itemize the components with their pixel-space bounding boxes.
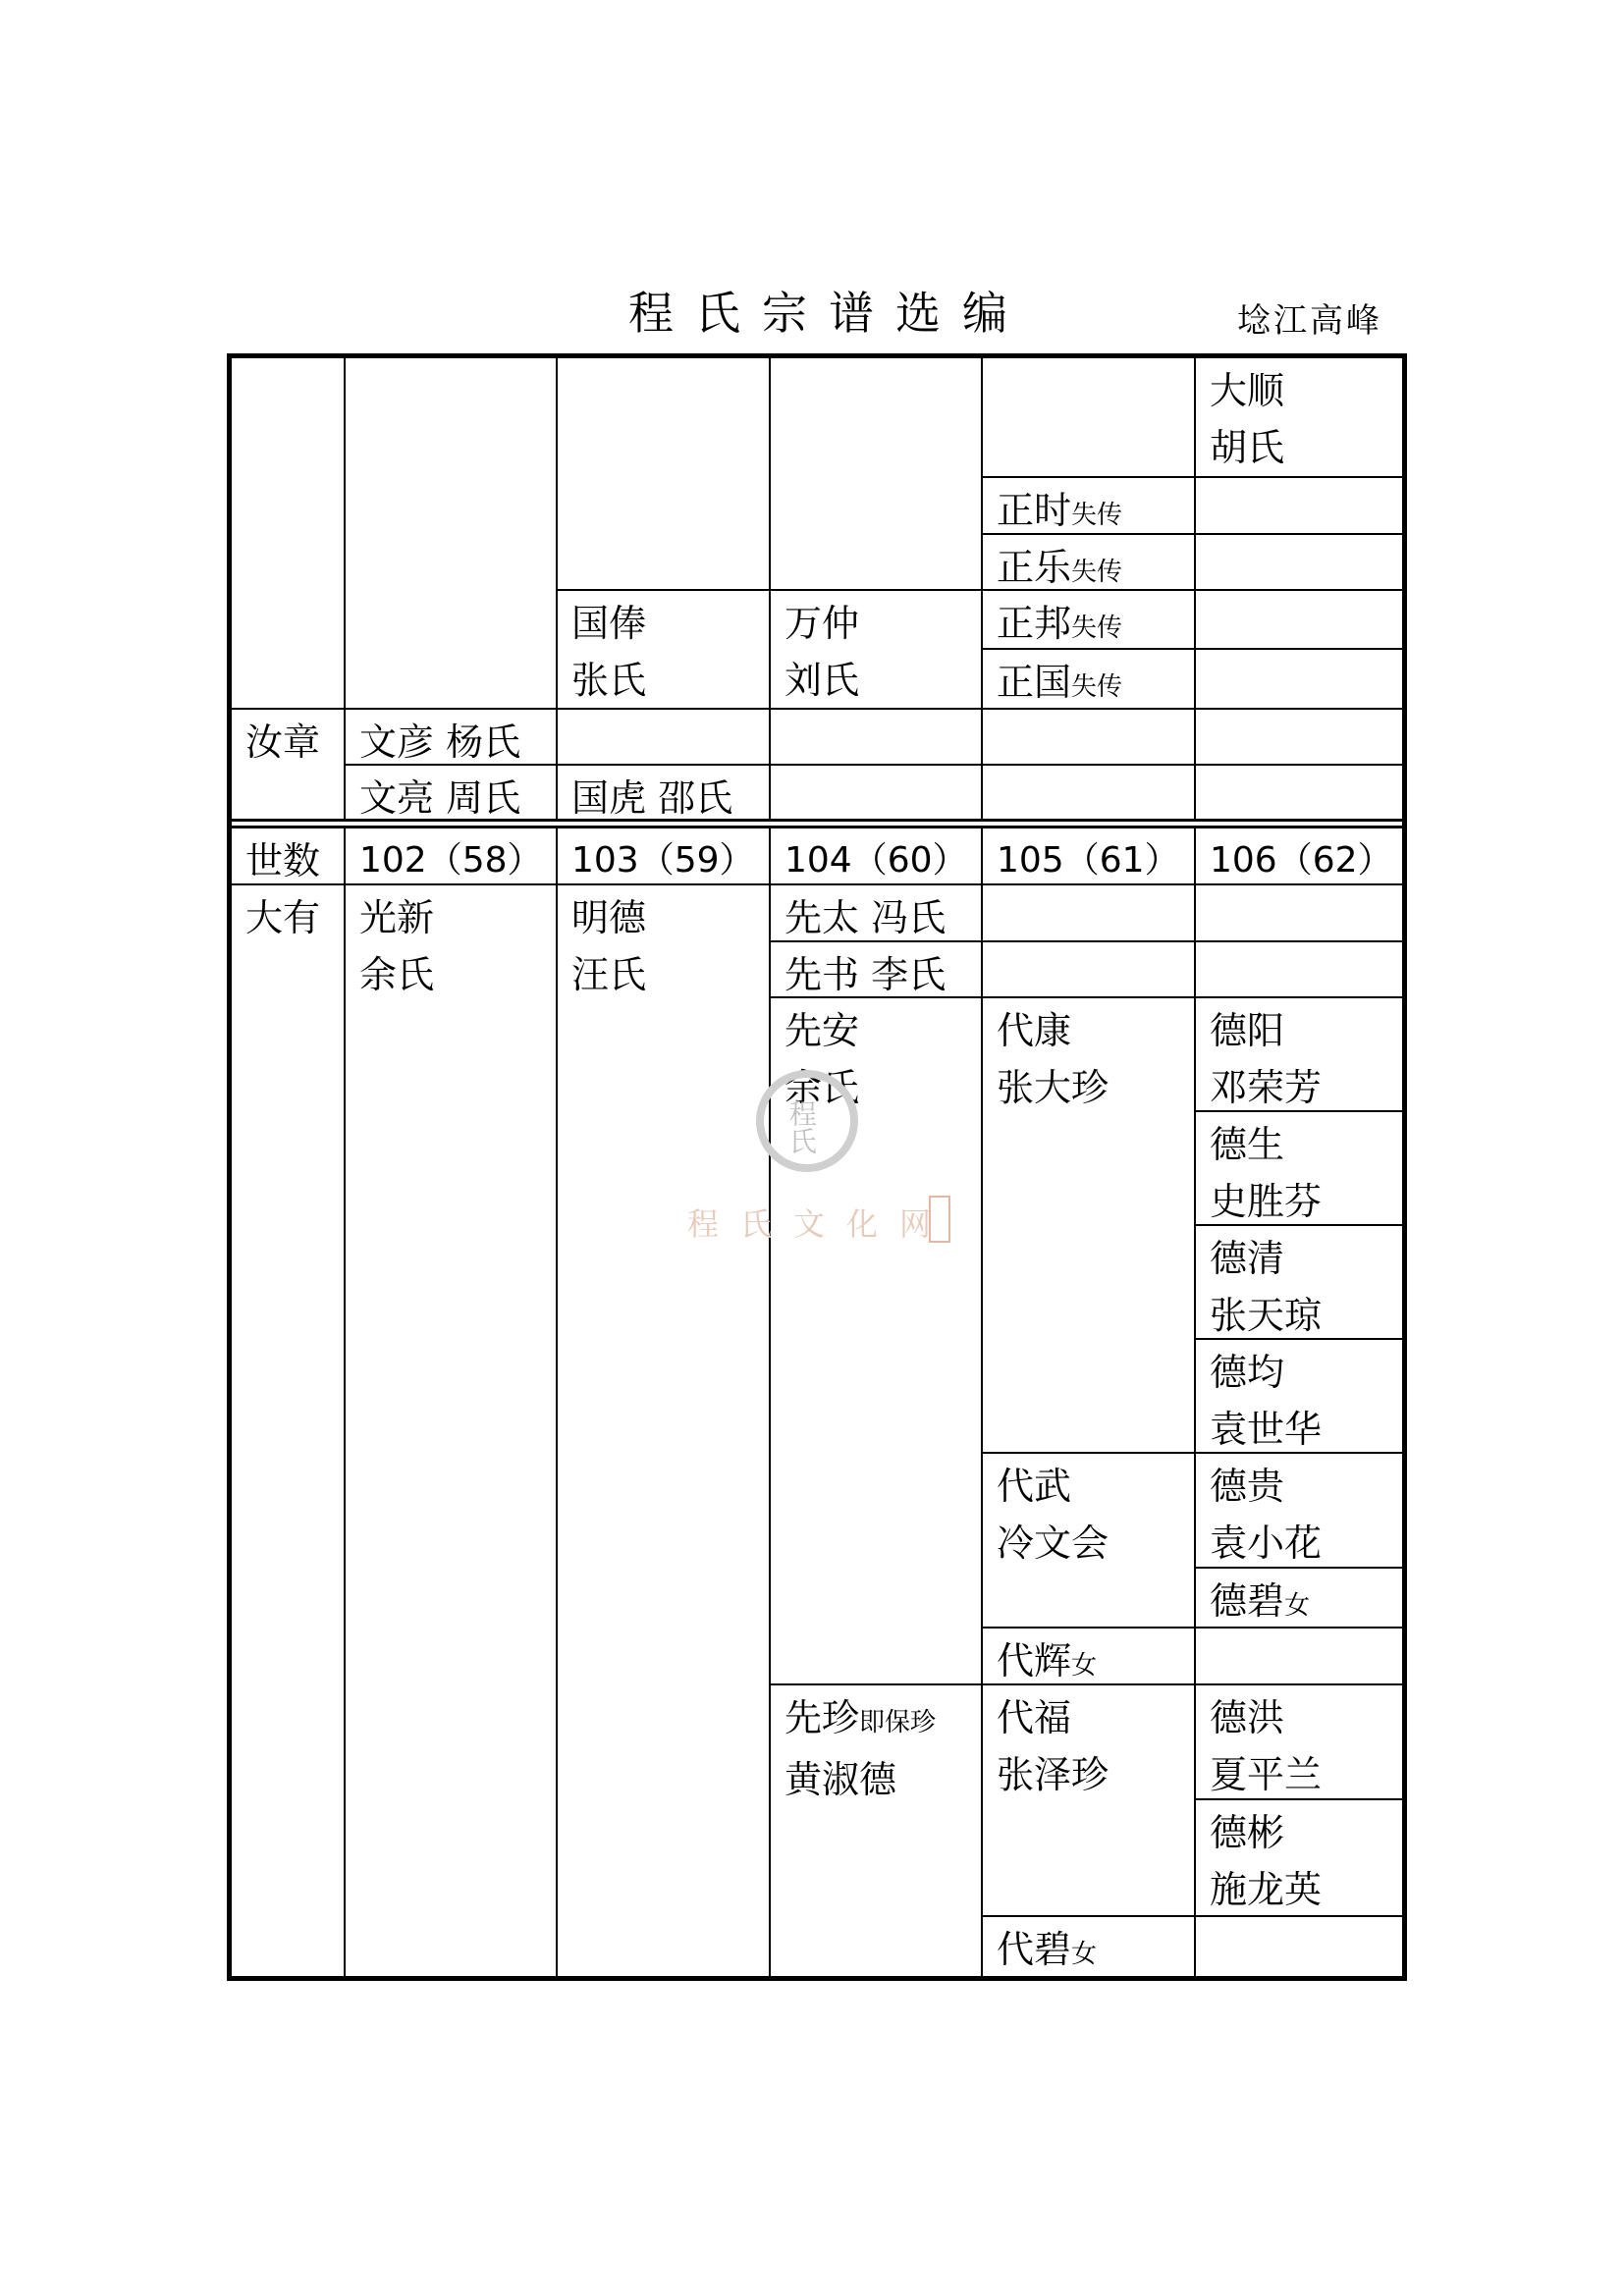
person-daikang bbox=[983, 998, 1196, 1454]
empty-cell bbox=[346, 358, 558, 710]
generation-label-text: 世数 bbox=[245, 839, 321, 882]
watermark-text: 程氏文化网 bbox=[687, 1205, 953, 1243]
person-name: 先珍 bbox=[784, 1696, 860, 1739]
person-guofeng bbox=[558, 591, 771, 710]
person-name: 代碧 bbox=[997, 1928, 1072, 1971]
empty-cell bbox=[771, 358, 983, 591]
person-name: 国俸 bbox=[571, 602, 647, 645]
watermark-stamp-text: 程氏 bbox=[784, 1099, 818, 1154]
person-desheng bbox=[1196, 1112, 1402, 1226]
person-guangxin bbox=[346, 885, 558, 1976]
person-deyang bbox=[1196, 998, 1402, 1112]
note-female: 女 bbox=[1071, 1940, 1098, 1969]
empty-cell bbox=[983, 358, 1196, 478]
person-dayou bbox=[232, 885, 346, 1976]
spouse-name: 施龙英 bbox=[1210, 1868, 1323, 1911]
person-name: 代福 bbox=[997, 1696, 1072, 1739]
empty-cell bbox=[1196, 591, 1402, 650]
empty-cell bbox=[1196, 710, 1402, 766]
person-daifu bbox=[983, 1685, 1196, 1917]
person-debin bbox=[1196, 1800, 1402, 1917]
person-name: 德清 bbox=[1210, 1237, 1285, 1280]
person-name: 先安 bbox=[784, 1009, 860, 1052]
alias-note: 即保珍 bbox=[859, 1708, 937, 1737]
person-guohu bbox=[558, 766, 771, 819]
empty-cell bbox=[983, 710, 1196, 766]
spouse-name: 刘氏 bbox=[784, 659, 860, 702]
person-deqing bbox=[1196, 1226, 1402, 1340]
spouse-name: 夏平兰 bbox=[1210, 1753, 1323, 1796]
spouse-name: 张天琼 bbox=[1210, 1294, 1323, 1337]
empty-cell bbox=[558, 710, 771, 766]
spouse-name: 张大珍 bbox=[997, 1066, 1109, 1109]
person-dehong bbox=[1196, 1685, 1402, 1800]
spouse-name: 黄淑德 bbox=[784, 1758, 897, 1801]
note-lost: 失传 bbox=[1071, 501, 1123, 530]
empty-cell bbox=[1196, 1629, 1402, 1685]
person-name: 德均 bbox=[1210, 1351, 1285, 1394]
person-dashun bbox=[1196, 358, 1402, 478]
empty-cell bbox=[1196, 766, 1402, 819]
person-name: 万仲 bbox=[784, 602, 860, 645]
spouse-name: 余氏 bbox=[784, 1066, 860, 1109]
spouse-name: 张氏 bbox=[571, 659, 647, 702]
person-name: 德阳 bbox=[1210, 1009, 1285, 1052]
person-zhengguo bbox=[983, 650, 1196, 710]
person-zhengbang bbox=[983, 591, 1196, 650]
empty-cell bbox=[232, 358, 346, 710]
person-name: 正时 bbox=[997, 489, 1072, 532]
spouse-name: 余氏 bbox=[359, 953, 435, 996]
person-name: 国虎 邵氏 bbox=[571, 776, 733, 819]
person-name: 德彬 bbox=[1210, 1811, 1285, 1854]
person-name: 德洪 bbox=[1210, 1696, 1285, 1739]
note-female: 女 bbox=[1071, 1651, 1098, 1681]
empty-cell bbox=[1196, 650, 1402, 710]
generation-number: 106（62） bbox=[1210, 840, 1393, 881]
person-daiwu bbox=[983, 1454, 1196, 1629]
spouse-name: 袁小花 bbox=[1210, 1522, 1323, 1565]
person-zhengshi bbox=[983, 478, 1196, 535]
spouse-name: 汪氏 bbox=[571, 953, 647, 996]
note-lost: 失传 bbox=[1071, 614, 1123, 643]
person-name: 正乐 bbox=[997, 546, 1072, 589]
empty-cell bbox=[1196, 942, 1402, 998]
generation-104 bbox=[771, 828, 983, 885]
empty-cell bbox=[771, 710, 983, 766]
section-divider bbox=[232, 819, 1402, 828]
person-name: 代康 bbox=[997, 1009, 1072, 1052]
person-mingde bbox=[558, 885, 771, 1976]
generation-103 bbox=[558, 828, 771, 885]
person-wenyan bbox=[346, 710, 558, 766]
person-wenliang bbox=[346, 766, 558, 819]
person-dejun bbox=[1196, 1340, 1402, 1454]
person-name: 代辉 bbox=[997, 1639, 1072, 1682]
person-name: 代武 bbox=[997, 1465, 1072, 1508]
person-degui bbox=[1196, 1454, 1402, 1569]
location-label: 埝江高峰 bbox=[1237, 301, 1382, 341]
empty-cell bbox=[1196, 535, 1402, 591]
person-daihui bbox=[983, 1629, 1196, 1685]
watermark-seal bbox=[929, 1196, 950, 1243]
person-name: 文彦 杨氏 bbox=[359, 721, 521, 764]
person-wanzhong bbox=[771, 591, 983, 710]
generation-number: 105（61） bbox=[997, 840, 1180, 881]
spouse-name: 邓荣芳 bbox=[1210, 1066, 1323, 1109]
spouse-name: 史胜芬 bbox=[1210, 1180, 1323, 1223]
person-name: 先书 李氏 bbox=[784, 953, 947, 996]
spouse-name: 胡氏 bbox=[1210, 426, 1285, 469]
person-daibi bbox=[983, 1917, 1196, 1976]
person-name: 德生 bbox=[1210, 1123, 1285, 1166]
person-name: 光新 bbox=[359, 896, 435, 939]
person-name: 明德 bbox=[571, 896, 647, 939]
note-female: 女 bbox=[1284, 1591, 1311, 1621]
person-zhengle bbox=[983, 535, 1196, 591]
generation-106 bbox=[1196, 828, 1402, 885]
spouse-name: 张泽珍 bbox=[997, 1753, 1109, 1796]
empty-cell bbox=[983, 766, 1196, 819]
person-name: 文亮 周氏 bbox=[359, 776, 521, 819]
person-name: 汝章 bbox=[245, 721, 321, 764]
empty-cell bbox=[558, 358, 771, 591]
empty-cell bbox=[1196, 1917, 1402, 1976]
spouse-name: 冷文会 bbox=[997, 1522, 1109, 1565]
person-name: 德贵 bbox=[1210, 1465, 1285, 1508]
generation-105 bbox=[983, 828, 1196, 885]
note-lost: 失传 bbox=[1071, 558, 1123, 587]
person-ruzhang bbox=[232, 710, 346, 819]
empty-cell bbox=[771, 766, 983, 819]
person-name: 大顺 bbox=[1210, 369, 1285, 412]
generation-label bbox=[232, 828, 346, 885]
page-title: 程氏宗谱选编 bbox=[628, 287, 1029, 340]
person-name: 大有 bbox=[245, 896, 321, 939]
person-name: 先太 冯氏 bbox=[784, 896, 947, 939]
person-name: 德碧 bbox=[1210, 1579, 1285, 1623]
generation-102 bbox=[346, 828, 558, 885]
spouse-name: 袁世华 bbox=[1210, 1408, 1323, 1451]
person-xianshu bbox=[771, 942, 983, 998]
person-debi bbox=[1196, 1569, 1402, 1629]
empty-cell bbox=[983, 885, 1196, 942]
note-lost: 失传 bbox=[1071, 672, 1123, 702]
generation-number: 102（58） bbox=[359, 840, 543, 881]
person-name: 正邦 bbox=[997, 602, 1072, 645]
empty-cell bbox=[983, 942, 1196, 998]
person-xianzhen bbox=[771, 1685, 983, 1976]
person-name: 正国 bbox=[997, 661, 1072, 704]
generation-number: 104（60） bbox=[784, 840, 968, 881]
empty-cell bbox=[1196, 478, 1402, 535]
empty-cell bbox=[1196, 885, 1402, 942]
person-xiantai bbox=[771, 885, 983, 942]
generation-number: 103（59） bbox=[571, 840, 755, 881]
